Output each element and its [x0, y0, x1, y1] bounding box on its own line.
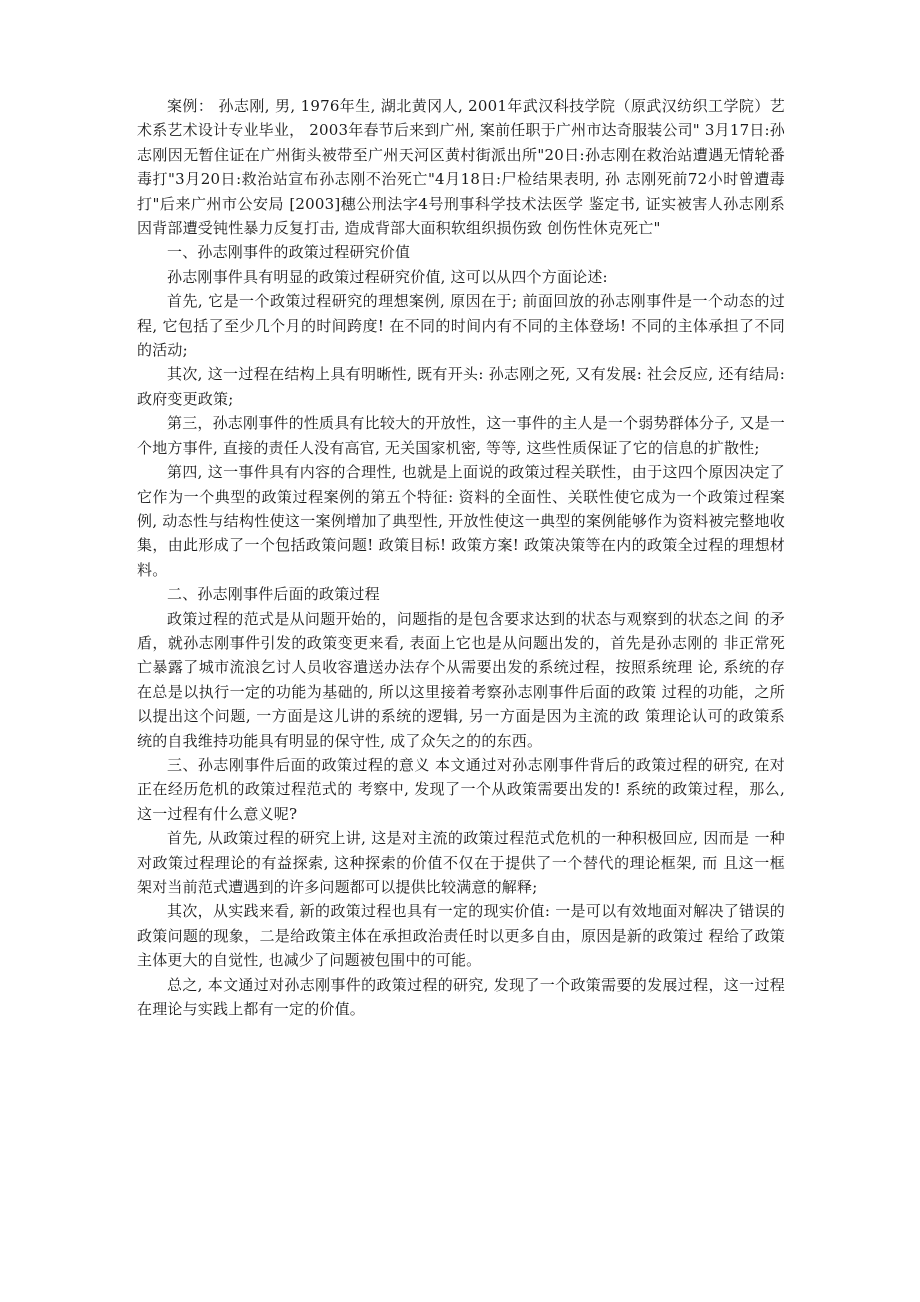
body-paragraph: 政策过程的范式是从问题开始的，问题指的是包含要求达到的状态与观察到的状态之间 的矛盾，就孙志刚事件引发的政策变更来看, 表面上它也是从问题出发的，首先是孙志刚的 非正常死亡暴露了城市流浪乞讨人员收容遣送办法存个从需要出发的系统过程，按照系统理 论, 系统的存在总是以执行一定的功能为基础的, 所以这里接着考察孙志刚事件后面的政策 过程的功能，之所以提出这个问题, 一方面是这儿讲的系统的逻辑, 另一方面是因为主流的政 策理论认可的政策系统的自我维持功能具有明显的保守性, 成了众矢之的的东西。: [137, 609, 785, 750]
body-paragraph: 首先, 从政策过程的研究上讲, 这是对主流的政策过程范式危机的一种积极回应, 因而是 一种对政策过程理论的有益探索, 这种探索的价值不仅在于提供了一个替代的理论框架, 而 且这一框架对当前范式遭遇到的许多问题都可以提供比较满意的解释;: [137, 829, 785, 896]
document-body: [137, 94, 785, 1021]
body-paragraph: 首先, 它是一个政策过程研究的理想案例, 原因在于; 前面回放的孙志刚事件是一个动态的过程, 它包括了至少几个月的时间跨度! 在不同的时间内有不同的主体登场! 不同的主体承担了不同的活动;: [137, 292, 785, 360]
body-paragraph: 孙志刚事件具有明显的政策过程研究价值, 这可以从四个方面论述:: [167, 267, 608, 286]
section-heading-1: 一、孙志刚事件的政策过程研究价值: [167, 243, 411, 262]
body-paragraph: 其次，从实践来看, 新的政策过程也具有一定的现实价值: 一是可以有效地面对解决了错误的政策问题的现象，二是给政策主体在承担政治责任时以更多自由，原因是新的政策过 程给了政策主体更大的自觉性, 也减少了问题被包围中的可能。: [137, 902, 785, 970]
section-heading-3-paragraph: 三、孙志刚事件后面的政策过程的意义 本文通过对孙志刚事件背后的政策过程的研究, 在对正在经历危机的政策过程范式的 考察中, 发现了一个从政策需要出发的! 系统的政策过程，那么, 这一过程有什么意义呢?: [137, 755, 785, 823]
body-paragraph: 第三，孙志刚事件的性质具有比较大的开放性，这一事件的主人是一个弱势群体分子, 又是一个地方事件, 直接的责任人没有高官, 无关国家机密, 等等, 这些性质保证了它的信息的扩散性;: [137, 414, 785, 457]
body-paragraph: 其次, 这一过程在结构上具有明晰性, 既有开头: 孙志刚之死, 又有发展: 社会反应, 还有结局: 政府变更政策;: [137, 365, 785, 408]
section-heading-2: 二、孙志刚事件后面的政策过程: [167, 585, 380, 604]
conclusion-paragraph: 总之, 本文通过对孙志刚事件的政策过程的研究, 发现了一个政策需要的发展过程，这一过程在理论与实践上都有一定的价值。: [137, 975, 785, 1019]
case-paragraph: 案例： 孙志刚, 男, 1976年生, 湖北黄冈人, 2001年武汉科技学院（原武汉纺织工学院）艺术系艺术设计专业毕业， 2003年春节后来到广州, 案前任职于广州市达奇服装公司" 3月17日:孙志刚因无暂住证在广州街头被带至广州天河区黄村街派出所"20日:孙志刚在救治站遭遇无情轮番毒打"3月20日:救治站宣布孙志刚不治死亡"4月18日:尸检结果表明, 孙 志刚死前72小时曾遭毒打"后来广州市公安局 [2003]穗公刑法字4号刑事科学技术法医学 鉴定书, 证实被害人孙志刚系因背部遭受钝性暴力反复打击, 造成背部大面积软组织损伤致 创伤性休克死亡": [137, 97, 785, 238]
body-paragraph: 第四, 这一事件具有内容的合理性, 也就是上面说的政策过程关联性，由于这四个原因决定了它作为一个典型的政策过程案例的第五个特征: 资料的全面性、关联性使它成为一个政策过程案例, 动态性与结构性使这一案例增加了典型性, 开放性使这一典型的案例能够作为资料被完整地收集，由此形成了一个包括政策问题! 政策目标! 政策方案! 政策决策等在内的政策全过程的理想材料。: [137, 463, 785, 579]
